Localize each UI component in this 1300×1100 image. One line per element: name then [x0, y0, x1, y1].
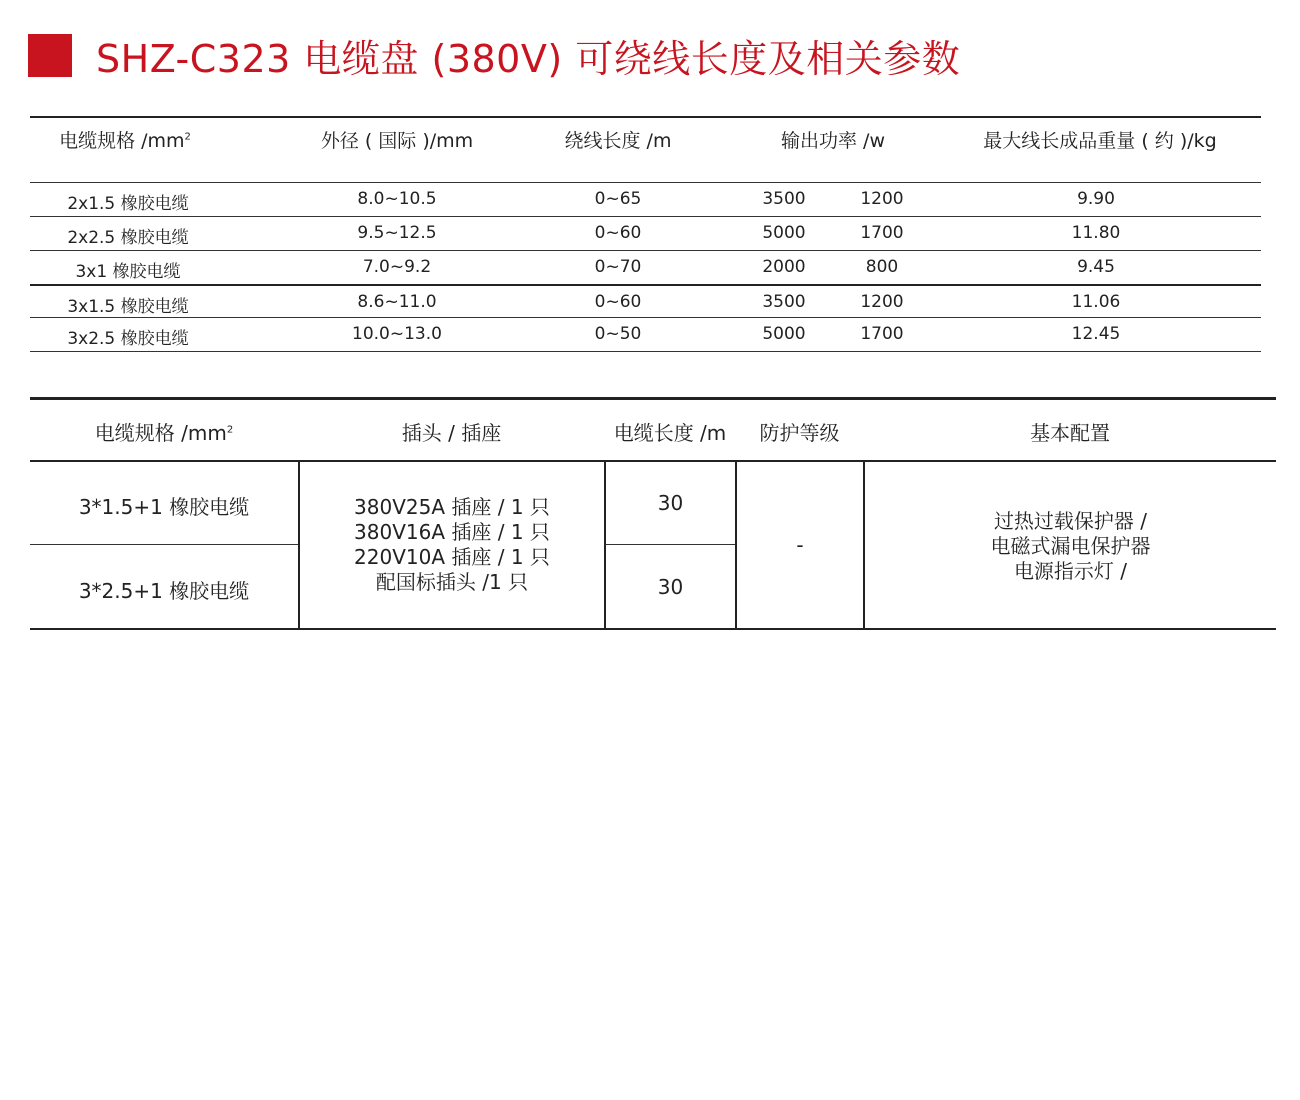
header-outer-diameter: 外径 ( 国际 )/mm: [320, 130, 474, 152]
table-row: [30, 317, 1261, 352]
cell-outer-diameter: 8.6~11.0: [357, 292, 437, 312]
cell-power-a: 3500: [762, 292, 806, 312]
cell-spec: 2x2.5 橡胶电缆: [67, 228, 189, 248]
cell-power-b: 1200: [860, 292, 904, 312]
cell-protection-level: -: [796, 533, 804, 557]
cell-winding-length: 0~60: [594, 223, 642, 243]
header-max-weight: 最大线长成品重量 ( 约 )/kg: [983, 130, 1217, 152]
table-row: [30, 216, 1261, 251]
cell-power-b: 1700: [860, 324, 904, 344]
cell-power-b: 1700: [860, 223, 904, 243]
cell-winding-length: 0~70: [594, 257, 642, 277]
header-plug-socket: 插头 / 插座: [401, 421, 502, 445]
cell-winding-length: 0~50: [594, 324, 642, 344]
header-cable-spec: 电缆规格 $/mm^2$: [94, 421, 234, 445]
list-item: 380V25A 插座 / 1 只: [354, 495, 550, 519]
plug-socket-list: [300, 495, 604, 595]
list-item: 380V16A 插座 / 1 只: [354, 520, 550, 544]
cell-power-b: 1200: [860, 189, 904, 209]
table-row: [30, 182, 1261, 217]
cell-weight: 9.90: [1077, 189, 1115, 209]
list-item: 电磁式漏电保护器: [990, 534, 1151, 558]
header-output-power: 输出功率 /w: [781, 130, 885, 152]
list-item: 电源指示灯 /: [1013, 559, 1128, 583]
table-row: [30, 284, 1261, 319]
title-marker: [28, 34, 72, 77]
list-item: 220V10A 插座 / 1 只: [354, 545, 550, 569]
header-protection-level: 防护等级: [759, 421, 840, 445]
cell-outer-diameter: 10.0~13.0: [352, 324, 442, 344]
cell-power-b: 800: [865, 257, 899, 277]
page-title: SHZ-C323 电缆盘 (380V) 可绕线长度及相关参数: [96, 37, 961, 81]
list-item: 配国标插头 /1 只: [375, 570, 529, 594]
basic-config-list: [865, 509, 1276, 584]
cell-power-a: 5000: [762, 324, 806, 344]
header-basic-config: 基本配置: [1030, 421, 1110, 445]
cell-spec: 3x1 橡胶电缆: [75, 262, 181, 282]
list-item: 过热过载保护器 /: [993, 509, 1148, 533]
cell-cable-length: 30: [657, 575, 684, 599]
cell-power-a: 3500: [762, 189, 806, 209]
cell-power-a: 2000: [762, 257, 806, 277]
configuration-table: [30, 397, 1276, 631]
cell-weight: 12.45: [1071, 324, 1121, 344]
cell-weight: 11.06: [1071, 292, 1121, 312]
header-cable-spec: 电缆规格 $/mm^2$: [59, 130, 191, 152]
cell-outer-diameter: 7.0~9.2: [362, 257, 432, 277]
header-cable-length: 电缆长度 /m: [613, 421, 727, 445]
table-row: [30, 250, 1261, 285]
cell-weight: 9.45: [1077, 257, 1115, 277]
cell-outer-diameter: 8.0~10.5: [357, 189, 437, 209]
cell-winding-length: 0~60: [594, 292, 642, 312]
cell-spec: 2x1.5 橡胶电缆: [67, 194, 189, 214]
cell-spec: 3x2.5 橡胶电缆: [67, 329, 189, 349]
cell-power-a: 5000: [762, 223, 806, 243]
cell-spec: 3x1.5 橡胶电缆: [67, 297, 189, 317]
cell-cable-length: 30: [657, 491, 684, 515]
cell-winding-length: 0~65: [594, 189, 642, 209]
cell-spec: 3*2.5+1 橡胶电缆: [78, 579, 250, 603]
cell-outer-diameter: 9.5~12.5: [357, 223, 437, 243]
header-winding-length: 绕线长度 /m: [564, 130, 672, 152]
cell-spec: 3*1.5+1 橡胶电缆: [78, 495, 250, 519]
table-header-row: [30, 118, 1261, 182]
cell-weight: 11.80: [1071, 223, 1121, 243]
